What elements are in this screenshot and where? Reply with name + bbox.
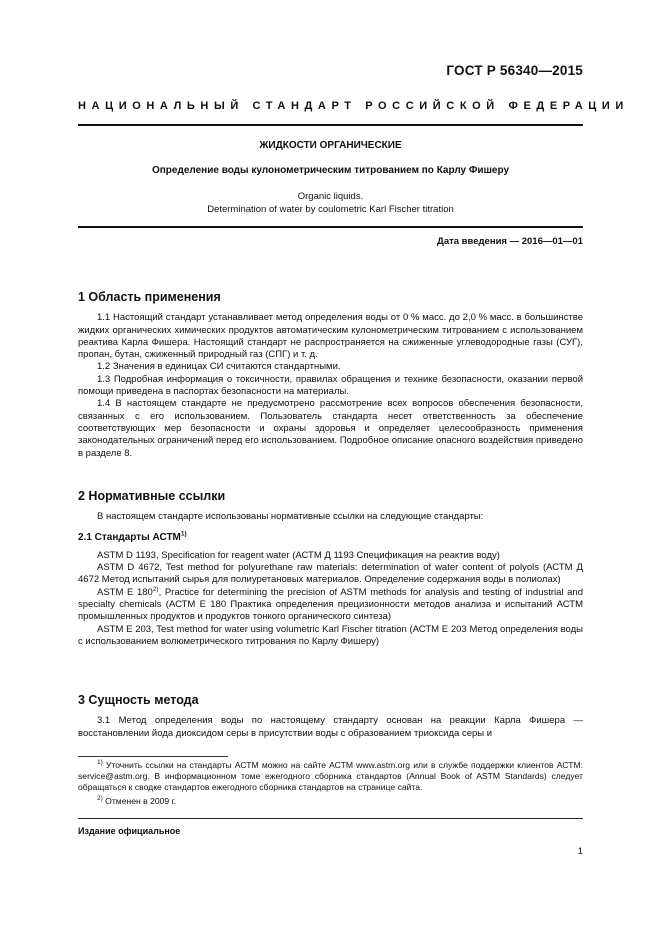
section-2 [78,490,583,648]
footnote-1 [78,760,583,793]
reference-astm-d4672: ASTM D 4672, Test method for polyurethane raw materials: determination of water content of polyols (АСТМ Д 4672 Метод испытаний сырья для полиуретановых материалов. Определение содержания воды в полиолах) [78,562,583,586]
footnotes [78,760,583,807]
paragraph-2-intro: В настоящем стандарте использованы нормативные ссылки на следующие стандарты: [97,511,484,523]
paragraph-1-2: 1.2 Значения в единицах СИ считаются стандартными. [97,361,341,373]
reference-astm-e203: ASTM E 203, Test method for water using volumetric Karl Fischer titration (АСТМ Е 203 Метод определения воды с использованием волюметрического титрования по Карлу Фишеру) [78,623,583,647]
paragraph-1-4: 1.4 В настоящем стандарте не предусмотрено рассмотрение всех вопросов обеспечения безопасности, связанных с его использованием. Пользователь стандарта несет ответственность за обеспечение соответствующих мер безопасности и охраны здоровья и определяет целесообразность применения законодательных ограничений перед его использованием. Подробное описание опасного воздействия приведено в разделе 8. [78,398,583,459]
document-code: ГОСТ Р 56340—2015 [446,63,583,78]
footnote-ref-2: 2) [152,585,159,593]
footnote-1-mark: 1) [97,759,103,767]
paragraph-3-1: 3.1 Метод определения воды по настоящему стандарту основан на реакции Карла Фишера — восстановлении йода диоксидом серы в присутствии воды с образованием триоксида серы и [78,715,583,739]
header-rule-bottom [78,226,583,228]
english-title [78,190,583,216]
reference-astm-e180-code: ASTM E 180 [97,586,153,598]
paragraph-1-1: 1.1 Настоящий стандарт устанавливает метод определения воды от 0 % масс. до 2,0 % масс. в большинстве жидких органических химических продуктов автоматическим кулонометрическим титрованием с использованием реактива Карла Фишера. Настоящий стандарт не распространяется на сжиженные углеводородные газы (СУГ), пропан, бутан, сжиженный природный газ (СПГ) и т. д. [78,312,583,361]
footnote-2 [78,796,583,807]
page-number: 1 [577,846,583,857]
footnote-ref-1: 1) [180,530,187,538]
standard-subtitle: Определение воды кулонометрическим титрованием по Карлу Фишеру [151,165,510,176]
section-2-heading: 2 Нормативные ссылки [78,489,226,503]
section-3 [78,694,583,740]
footer-rule [78,818,583,819]
paragraph-1-3: 1.3 Подробная информация о токсичности, правилах обращения и технике безопасности, оказании первой помощи приведена в паспортах безопасности на материалы. [78,373,583,398]
reference-astm-d1193: ASTM D 1193, Specification for reagent water (АСТМ Д 1193 Спецификация на реактив воду) [97,549,500,561]
footnote-separator [78,756,228,757]
english-title-line-1: Organic liquids. [297,191,364,202]
subsection-2-1-heading [78,532,583,544]
official-edition-label: Издание официальное [78,826,181,836]
reference-astm-e180-text: , Practice for determining the precision of ASTM methods for analysis and testing of industrial and specialty chemicals (АСТМ Е 180 Практика определения прецизионности методов анализа и испытаний АСТМ промышленных продуктов и продуктов тонкого органического синтеза) [78,586,583,623]
section-1 [78,291,583,460]
standard-title: ЖИДКОСТИ ОРГАНИЧЕСКИЕ [259,140,402,151]
section-3-heading: 3 Сущность метода [78,693,199,707]
footnote-1-text: Уточнить ссылки на стандарты АСТМ можно на сайте АСТМ www.astm.org или в службе поддержки клиентов АСТМ: service@astm.org. В информационном томе ежегодного сборника стандартов (Annual Book of ASTM Standards) следует обращаться к сводке стандартов ежегодного сборника стандартов на странице сайта. [78,760,583,792]
reference-astm-e180 [78,587,583,624]
national-standard-banner: НАЦИОНАЛЬНЫЙ СТАНДАРТ РОССИЙСКОЙ ФЕДЕРАЦИИ [78,100,629,112]
english-title-line-2: Determination of water by coulometric Karl Fischer titration [207,204,454,215]
section-1-heading: 1 Область применения [78,290,221,304]
footnote-2-text: Отменен в 2009 г. [105,796,177,806]
header-rule-top [78,124,583,126]
introduction-date: Дата введения — 2016—01—01 [437,236,583,247]
footnote-2-mark: 2) [97,795,103,803]
subsection-2-1-label: 2.1 Стандарты АСТМ [78,531,181,543]
